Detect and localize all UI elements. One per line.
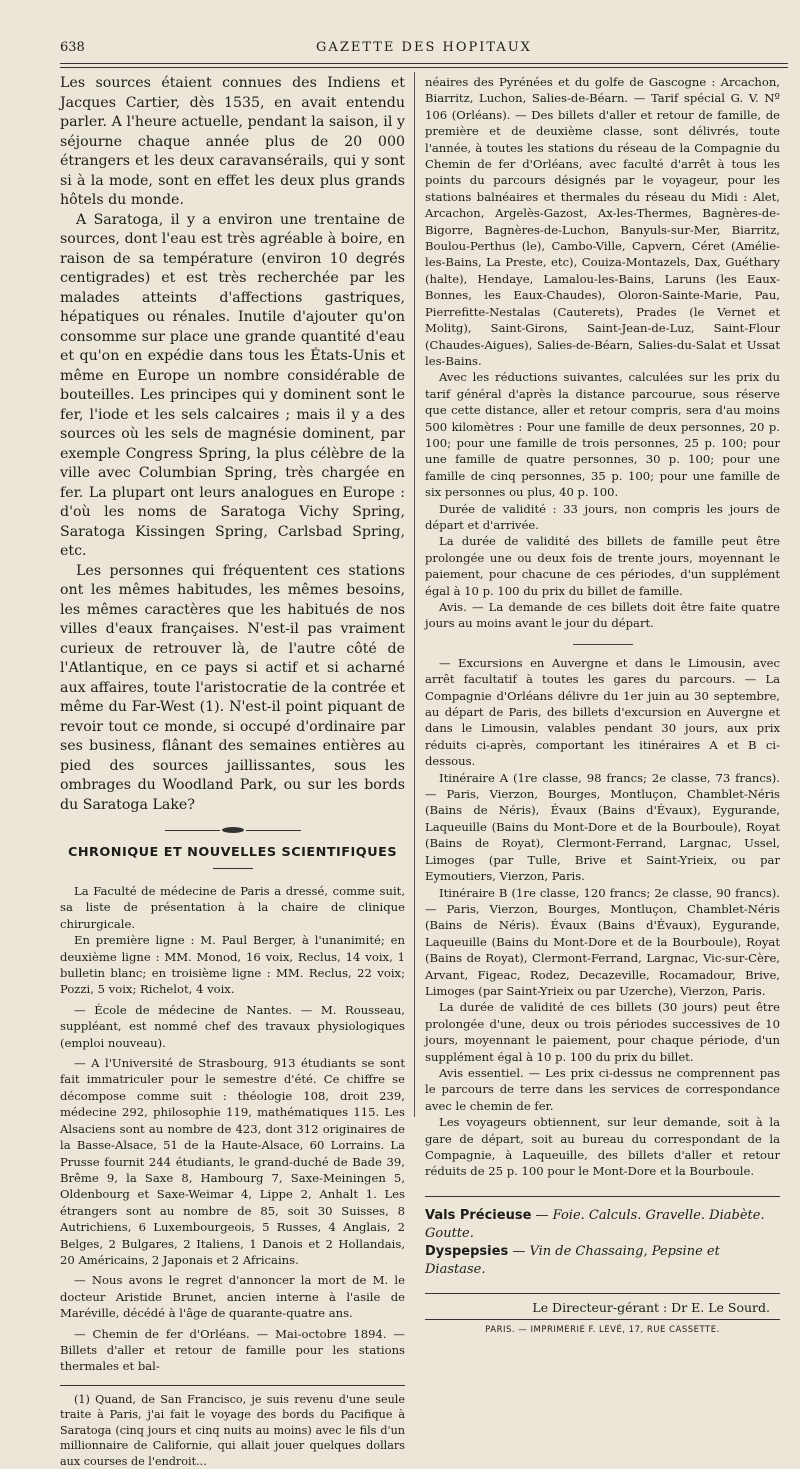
news-item: — Nous avons le regret d'annoncer la mort de M. le docteur Aristide Brunet, ancien interne à l'asile de Maréville, décédé à l'âge de quarante-quatre ans. [60,1273,405,1321]
page-header [60,38,788,60]
right-column [425,74,780,1335]
news-item: — Chemin de fer d'Orléans. — Mai-octobre 1894. — Billets d'aller et retour de famille pour les stations thermales et bal- [60,1326,405,1374]
imprint-rule [425,1319,780,1320]
article-paragraph: Les voyageurs obtiennent, sur leur demande, soit à la gare de départ, soit au bureau du correspondant de la Compagnie, à Laqueuille, des billets d'aller et retour réduits de 25 p. 100 pour le Mont-Dore et la Bourboule. [425,1115,780,1179]
ornament-divider [60,827,405,833]
article-paragraph: Avec les réductions suivantes, calculées sur les prix du tarif général d'après la distance parcourue, sous réserve que cette distance, aller et retour compris, sera d'au moins 500 kilomètres : Pour une famille de deux personnes, 20 p. 100; pour une famille de trois personnes, 25 p. 100; pour une famille de quatre personnes, 30 p. 100; pour une famille de cinq personnes, 35 p. 100; pour une famille de six personnes ou plus, 40 p. 100. [425,370,780,500]
article-paragraph: Avis essentiel. — Les prix ci-dessus ne comprennent pas le parcours de terre dans les services de correspondance avec le chemin de fer. [425,1065,780,1113]
article-paragraph: Avis. — La demande de ces billets doit être faite quatre jours au moins avant le jour du départ. [425,600,780,631]
article-paragraph: Les personnes qui fréquentent ces stations ont les mêmes habitudes, les mêmes besoins, les mêmes caractères que les habitués de nos villes d'eaux françaises. N'est-il pas vraiment curieux de retrouver là, de l'autre côté de l'Atlantique, en ce pays si actif et si acharné aux affaires, toute l'aristocratie de la contrée et même du Far-West (1). N'est-il point piquant de revoir tout ce monde, si occupé d'ordinaire par ses business, flânant des semaines entières au pied des sources jaillissantes, sous les ombrages du Woodland Park, ou sur les bords du Saratoga Lake? [60,562,405,813]
column-divider [414,72,415,1117]
article-paragraph: A Saratoga, il y a environ une trentaine de sources, dont l'eau est très agréable à boire, en raison de sa température (environ 10 degrés centigrades) et est très recherchée par les malades atteints d'affections gastriques, hépatiques ou rénales. Inutile d'ajouter qu'on consomme sur place une grande quantité d'eau et qu'on en expédie dans tous les États-Unis et même en Europe un nombre considérable de bouteilles. Les principes qui y dominent sont le fer, l'iode et les sels calcaires ; mais il y a des sources où les sels de magnésie dominent, par exemple Congress Spring, la plus célèbre de la ville avec Columbian Spring, très chargée en fer. La plupart ont leurs analogues en Europe : d'où les noms de Saratoga Vichy Spring, Saratoga Kissingen Spring, Carlsbad Spring, etc. [60,211,405,559]
page-number: 638 [60,40,85,55]
section-title: CHRONIQUE ET NOUVELLES SCIENTIFIQUES [67,845,398,860]
news-item: — École de médecine de Nantes. — M. Rousseau, suppléant, est nommé chef des travaux physiologiques (emploi nouveau). [60,1002,405,1050]
ad-label: Vals Précieuse [425,1207,532,1223]
article-paragraph: La durée de validité de ces billets (30 jours) peut être prolongée d'une, deux ou trois périodes successives de 10 jours, moyennant le paiement, pour chaque période, d'un supplément égal à 10 p. 100 du prix du billet. [425,1000,780,1064]
left-column [60,74,405,1469]
ad-rule [425,1196,780,1197]
advertisement [425,1207,780,1279]
ad-text: — Foie. Calculs. Gravelle. Diabète. Goutte. [425,1207,765,1241]
ad-text: — Vin de Chassaing, Pepsine et Diastase. [425,1243,720,1277]
director-signature: Le Directeur-gérant : Dr E. Le Sourd. [532,1299,770,1315]
header-rule-thin [60,67,788,68]
news-item: En première ligne : M. Paul Berger, à l'unanimité; en deuxième ligne : MM. Monod, 16 voix, Reclus, 14 voix, 1 bulletin blanc; en troisième ligne : MM. Reclus, 22 voix; Pozzi, 5 voix; Richelot, 4 voix. [60,933,405,997]
header-rule [60,63,788,64]
article-paragraph: La durée de validité des billets de famille peut être prolongée une ou deux fois de trente jours, moyennant le paiement, pour chacune de ces périodes, d'un supplément égal à 10 p. 100 du prix du billet de famille. [425,534,780,598]
news-item: La Faculté de médecine de Paris a dressé, comme suit, sa liste de présentation à la chaire de clinique chirurgicale. [60,884,405,931]
footnote-rule [60,1385,405,1386]
printer-imprint: PARIS. — IMPRIMERIE F. LEVÉ, 17, RUE CASSETTE. [485,1324,720,1335]
imprint-rule [425,1293,780,1294]
running-title: GAZETTE DES HOPITAUX [316,40,532,55]
ad-label: Dyspepsies [425,1243,509,1259]
article-paragraph: Durée de validité : 33 jours, non compris les jours de départ et d'arrivée. [425,501,780,532]
article-paragraph: Les sources étaient connues des Indiens et Jacques Cartier, dès 1535, en avait entendu parler. A l'heure actuelle, pendant la saison, il y séjourne chaque année plus de 20 000 étrangers et les deux caravansérails, qui y sont si à la mode, sont en effet les deux plus grands hôtels du monde. [60,75,405,208]
article-paragraph: — Excursions en Auvergne et dans le Limousin, avec arrêt facultatif à toutes les gares du parcours. — La Compagnie d'Orléans délivre du 1er juin au 30 septembre, au départ de Paris, des billets d'excursion en Auvergne et dans le Limousin, valables pendant 30 jours, aux prix réduits ci-après, comportant les itinéraires A et B ci-dessous. [425,655,780,769]
footnote: (1) Quand, de San Francisco, je suis revenu d'une seule traite à Paris, j'ai fait le voyage des bords du Pacifique à Saratoga (cinq jours et cinq nuits au moins) avec le fils d'un millionnaire de Californie, qui allait jouer quelques dollars aux courses de l'endroit... [60,1392,405,1468]
title-rule [213,868,253,869]
article-paragraph: néaires des Pyrénées et du golfe de Gascogne : Arcachon, Biarritz, Luchon, Salies-de-Béarn. — Tarif spécial G. V. Nº 106 (Orléans). — Des billets d'aller et retour de famille, de première et de deuxième classe, sont délivrés, toute l'année, à toutes les stations du réseau de la Compagnie du Chemin de fer d'Orléans, avec faculté d'arrêt à tous les points du parcours désignés par le voyageur, pour les stations balnéaires et thermales du réseau du Midi : Alet, Arcachon, Argelès-Gazost, Ax-les-Thermes, Bagnères-de-Bigorre, Bagnères-de-Luchon, Banyuls-sur-Mer, Biarritz, Boulou-Perthus (le), Cambo-Ville, Capvern, Céret (Amélie-les-Bains, La Preste, etc), Couiza-Montazels, Dax, Guéthary (halte), Hendaye, Lamalou-les-Bains, Laruns (les Eaux-Bonnes, les Eaux-Chaudes), Oloron-Sainte-Marie, Pau, Pierrefitte-Nestalas (Cauterets), Prades (le Vernet et Molitg), Saint-Girons, Saint-Jean-de-Luz, Saint-Flour (Chaudes-Aigues), Salies-de-Béarn, Salies-du-Salat et Ussat les-Bains. [425,75,780,368]
article-paragraph: Itinéraire A (1re classe, 98 francs; 2e classe, 73 francs). — Paris, Vierzon, Bourges, Montluçon, Chamblet-Néris (Bains de Néris), Évaux (Bains d'Évaux), Eygurande, Laqueuille (Bains du Mont-Dore et de la Bourboule), Royat (Bains de Royat), Clermont-Ferrand, Largnac, Ussel, Limoges (par Tulle, Brive et Saint-Yrieix, ou par Eymoutiers, Vierzon, Paris. [425,770,780,884]
separator [573,644,633,645]
article-paragraph: Itinéraire B (1re classe, 120 francs; 2e classe, 90 francs). — Paris, Vierzon, Bourges, Montluçon, Chamblet-Néris (Bains de Néris). Évaux (Bains d'Évaux), Eygurande, Laqueuille (Bains du Mont-Dore et de la Bourboule), Royat (Bains de Royat), Clermont-Ferrand, Largnac, Vic-sur-Cère, Arvant, Figeac, Rodez, Decazeville, Rocamadour, Brive, Limoges (par Saint-Yrieix ou par Uzerche), Vierzon, Paris. [425,885,780,998]
news-item: — A l'Université de Strasbourg, 913 étudiants se sont fait immatriculer pour le semestre d'été. Ce chiffre se décompose comme suit : théologie 108, droit 239, médecine 292, philosophie 119, mathématiques 115. Les Alsaciens sont au nombre de 423, dont 312 originaires de la Basse-Alsace, 51 de la Haute-Alsace, 60 Lorrains. La Prusse fournit 244 étudiants, le grand-duché de Bade 39, Brême 9, la Saxe 8, Hambourg 7, Saxe-Meiningen 5, Oldenbourg et Saxe-Weimar 4, Lippe 2, Anhalt 1. Les étrangers sont au nombre de 85, soit 30 Suisses, 8 Autrichiens, 6 Luxembourgeois, 5 Russes, 4 Anglais, 2 Belges, 2 Bulgares, 2 Italiens, 1 Danois et 2 Hollandais, 20 Américains, 2 Japonais et 2 Africains. [60,1056,405,1267]
